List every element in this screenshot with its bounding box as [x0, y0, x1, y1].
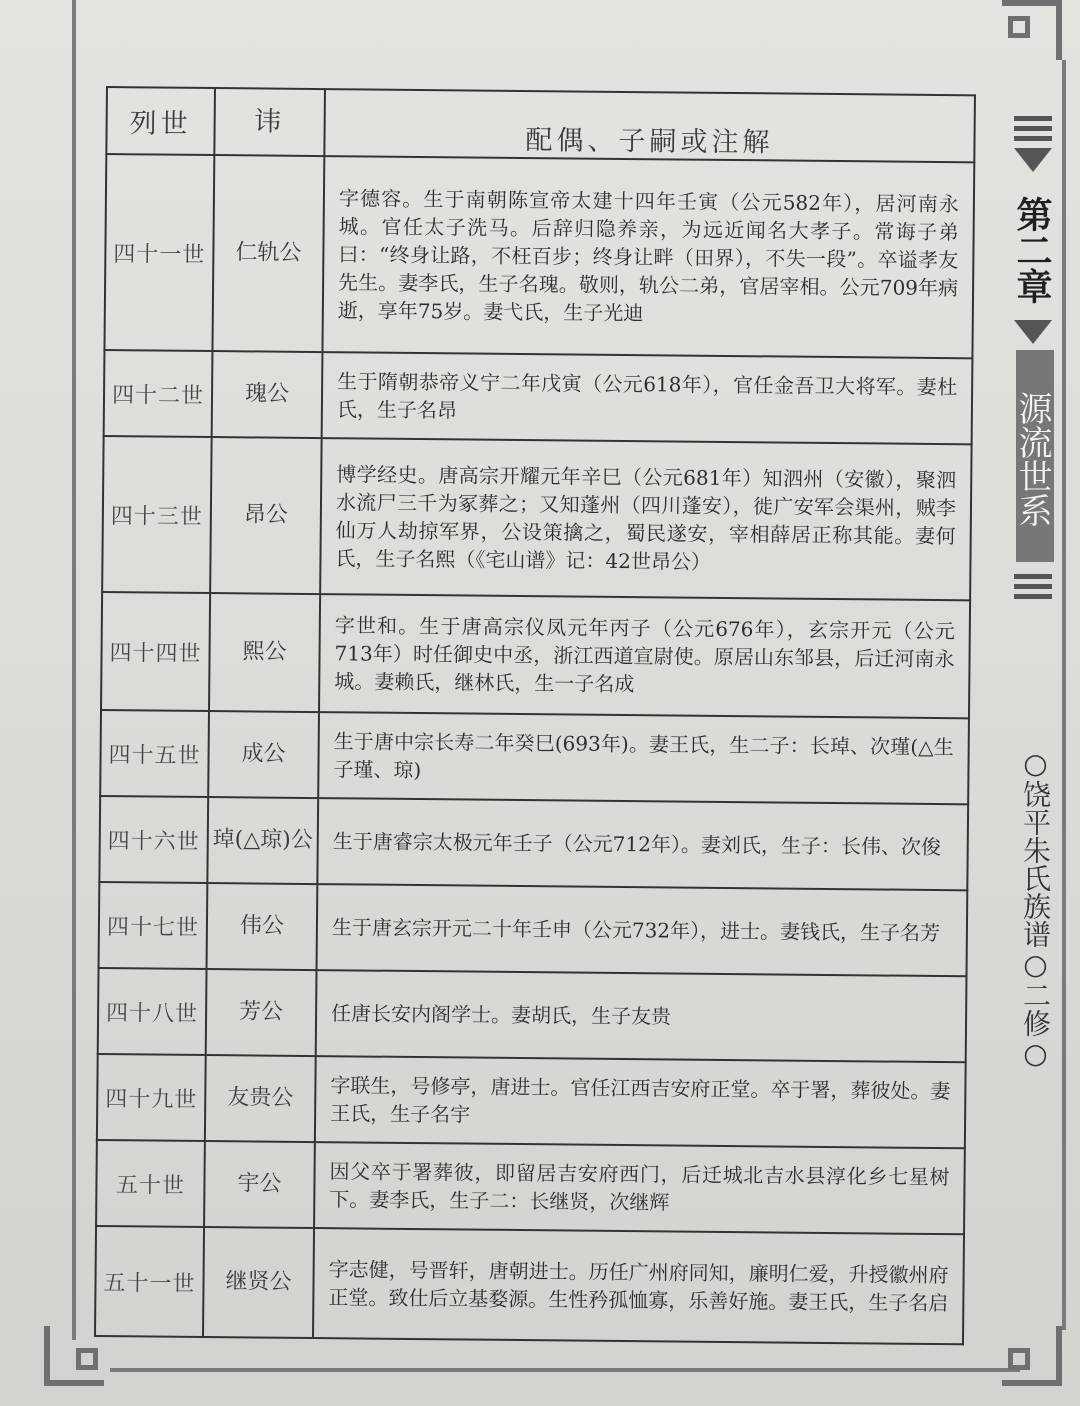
name-cell: 仁轨公	[212, 155, 324, 352]
notes-cell: 博学经史。唐高宗开耀元年辛巳（公元681年）知泗州（安徽），聚泗水流尸三千为冢葬之；又知蓬州（四川蓬安），徙广安军会渠州，贼李仙万人劫掠军界，公设策擒之，蜀民遂安，宰相薛居正称其能。妻何氏，生子名熙（《宅山谱》记：42世昂公）	[320, 438, 971, 600]
header-name: 讳	[214, 88, 325, 156]
notes-cell: 字世和。生于唐高宗仪凤元年丙子（公元676年），玄宗开元（公元713年）时任御史中丞，浙江西道宣尉使。原居山东邹县，后迁河南永城。妻赖氏，继林氏，生一子名成	[319, 594, 970, 718]
notes-cell: 生于隋朝恭帝义宁二年戊寅（公元618年），官任金吾卫大将军。妻杜氏，生子名昂	[322, 352, 973, 444]
table-row	[96, 1140, 965, 1234]
book-title-vertical: ○饶平朱氏族谱○二修○	[1019, 746, 1052, 1070]
name-cell: 成公	[208, 711, 319, 798]
genealogy-table	[94, 86, 976, 1345]
notes-cell: 生于唐中宗长寿二年癸巳(693年)。妻王氏，生二子：长琸、次瑾(△生子瑾、琼)	[318, 712, 969, 804]
name-cell: 熙公	[209, 593, 320, 712]
name-cell: 宇公	[204, 1141, 315, 1228]
table-row	[104, 154, 974, 358]
generation-cell: 四十四世	[101, 592, 210, 711]
sidebar-bars-top	[1014, 116, 1052, 146]
generation-cell: 四十七世	[99, 882, 208, 969]
generation-cell: 四十三世	[102, 436, 211, 593]
notes-cell: 字志健，号晋轩，唐朝进士。历任广州府同知，廉明仁爱，升授徽州府正堂。致仕后立基婺源。生性矜孤恤寡，乐善好施。妻王氏，生子名启	[313, 1228, 964, 1344]
table-row	[95, 1226, 964, 1344]
table-row	[101, 592, 970, 718]
table-row	[99, 796, 968, 890]
page-frame-right	[1062, 60, 1066, 1330]
name-cell: 琸(△琼)公	[207, 797, 318, 884]
name-cell: 伟公	[207, 883, 318, 970]
generation-cell: 四十一世	[104, 154, 214, 351]
name-cell: 继贤公	[203, 1227, 314, 1338]
chapter-label: 第二章	[1011, 196, 1053, 304]
sidebar-bars-bottom	[1014, 574, 1052, 604]
table-row	[100, 710, 969, 804]
notes-cell: 字联生，号修亭，唐进士。官任江西吉安府正堂。卒于署，葬彼处。妻王氏，生子名宇	[315, 1056, 966, 1148]
name-cell: 友贵公	[205, 1055, 316, 1142]
notes-cell: 字德容。生于南朝陈宣帝太建十四年壬寅（公元582年），居河南永城。官任太子洗马。后辞归隐养亲，为远近闻名大孝子。常诲子弟曰：“终身让路，不枉百步；终身让畔（田界），不失一段”。卒谥孝友先生。妻李氏，生子名瑰。敬则，轨公二弟，官居宰相。公元709年病逝，享年75岁。妻弋氏，生子光迪	[322, 156, 974, 358]
notes-cell: 生于唐玄宗开元二十年壬申（公元732年），进士。妻钱氏，生子名芳	[317, 884, 968, 976]
generation-cell: 四十五世	[100, 710, 209, 797]
notes-cell: 因父卒于署葬彼，即留居吉安府西门，后迁城北吉水县淳化乡七星树下。妻李氏，生子二：长继贤，次继辉	[314, 1142, 965, 1234]
generation-cell: 五十世	[96, 1140, 205, 1227]
name-cell: 瑰公	[212, 351, 323, 438]
table-row	[98, 968, 967, 1062]
corner-ornament-top-right	[1002, 0, 1062, 60]
name-cell: 昂公	[210, 437, 321, 594]
generation-cell: 四十九世	[97, 1054, 206, 1141]
header-notes: 配偶、子嗣或注解	[324, 89, 975, 162]
page-frame-bottom	[110, 1368, 1020, 1372]
table-row	[102, 436, 971, 600]
sidebar-arrow-top	[1014, 148, 1052, 172]
table-header-row	[106, 87, 975, 162]
notes-cell: 生于唐睿宗太极元年壬子（公元712年）。妻刘氏，生子：长伟、次俊	[317, 798, 968, 890]
table-row	[99, 882, 968, 976]
name-cell: 芳公	[206, 969, 317, 1056]
header-generation: 列世	[106, 87, 215, 155]
notes-cell: 任唐长安内阁学士。妻胡氏，生子友贵	[316, 970, 967, 1062]
page-frame-left	[72, 0, 76, 1340]
generation-cell: 五十一世	[95, 1226, 204, 1337]
corner-ornament-bottom-right	[1002, 1326, 1062, 1386]
generation-cell: 四十八世	[98, 968, 207, 1055]
table-row	[97, 1054, 966, 1148]
sidebar-arrow-mid	[1014, 320, 1052, 344]
generation-cell: 四十六世	[99, 796, 208, 883]
table-row	[104, 350, 973, 444]
generation-cell: 四十二世	[104, 350, 213, 437]
section-label: 源流世系	[1016, 350, 1054, 562]
